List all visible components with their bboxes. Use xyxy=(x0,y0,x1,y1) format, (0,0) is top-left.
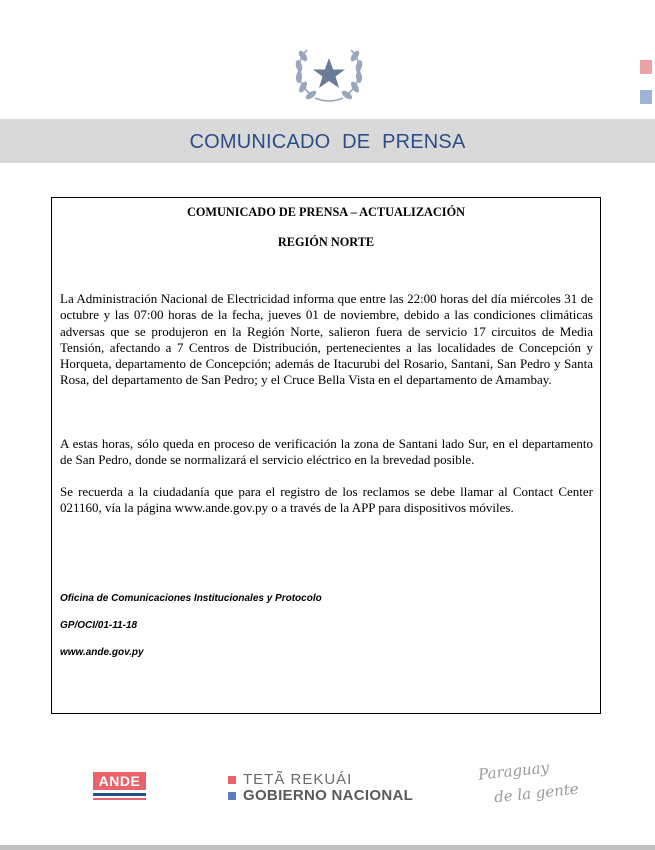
document-heading: COMUNICADO DE PRENSA – ACTUALIZACIÓN xyxy=(186,205,466,219)
decorative-square-red xyxy=(640,60,652,74)
signature-reference: GP/OCI/01-11-18 xyxy=(60,620,138,631)
signature-website: www.ande.gov.py xyxy=(60,647,144,658)
document-subheading: REGIÓN NORTE xyxy=(277,235,375,249)
national-seal-icon xyxy=(289,38,369,106)
slogan-line-1: Paraguay xyxy=(477,758,550,784)
gov-logo-line-1: TETÃ REKUÁI xyxy=(243,771,353,788)
paragraph-2: A estas horas, sólo queda en proceso de verificación la zona de Santani lado Sur, en el departamento de San Pedro, donde se normalizará el servicio eléctrico en la brevedad posible. xyxy=(60,436,593,468)
gov-logo-line-2: GOBIERNO NACIONAL xyxy=(243,787,414,804)
paragraph-1: La Administración Nacional de Electricidad informa que entre las 22:00 horas del día miércoles 31 de octubre y las 07:00 horas de la fecha, jueves 01 de noviembre, debido a las condiciones climáticas adversas que se produjeron en la Región Norte, salieron fuera de servicio 17 circuitos de Media Tensión, afectando a 7 Centros de Distribución, pertenecientes a las localidades de Concepción y Horqueta, departamento de Concepción; además de Itacurubi del Rosario, Santani, San Pedro y Santa Rosa, del departamento de San Pedro; y el Cruce Bella Vista en el departamento de Amambay. xyxy=(60,291,593,388)
gov-logo-square-blue xyxy=(228,792,236,800)
ande-logo: ANDE xyxy=(93,772,146,790)
paragraph-3: Se recuerda a la ciudadanía que para el registro de los reclamos se debe llamar al Contact Center 021160, vía la página www.ande.gov.py o a través de la APP para dispositivos móviles. xyxy=(60,484,593,516)
ande-logo-stripe-red xyxy=(93,798,146,800)
gov-logo-square-red xyxy=(228,776,236,784)
signature-office: Oficina de Comunicaciones Institucionales y Protocolo xyxy=(60,593,322,604)
page-title: COMUNICADO DE PRENSA xyxy=(189,131,466,153)
bottom-bar xyxy=(0,845,655,850)
slogan-line-2: de la gente xyxy=(493,779,580,807)
decorative-square-blue xyxy=(640,90,652,104)
ande-logo-stripe-blue xyxy=(93,793,146,796)
star-icon xyxy=(313,58,345,88)
